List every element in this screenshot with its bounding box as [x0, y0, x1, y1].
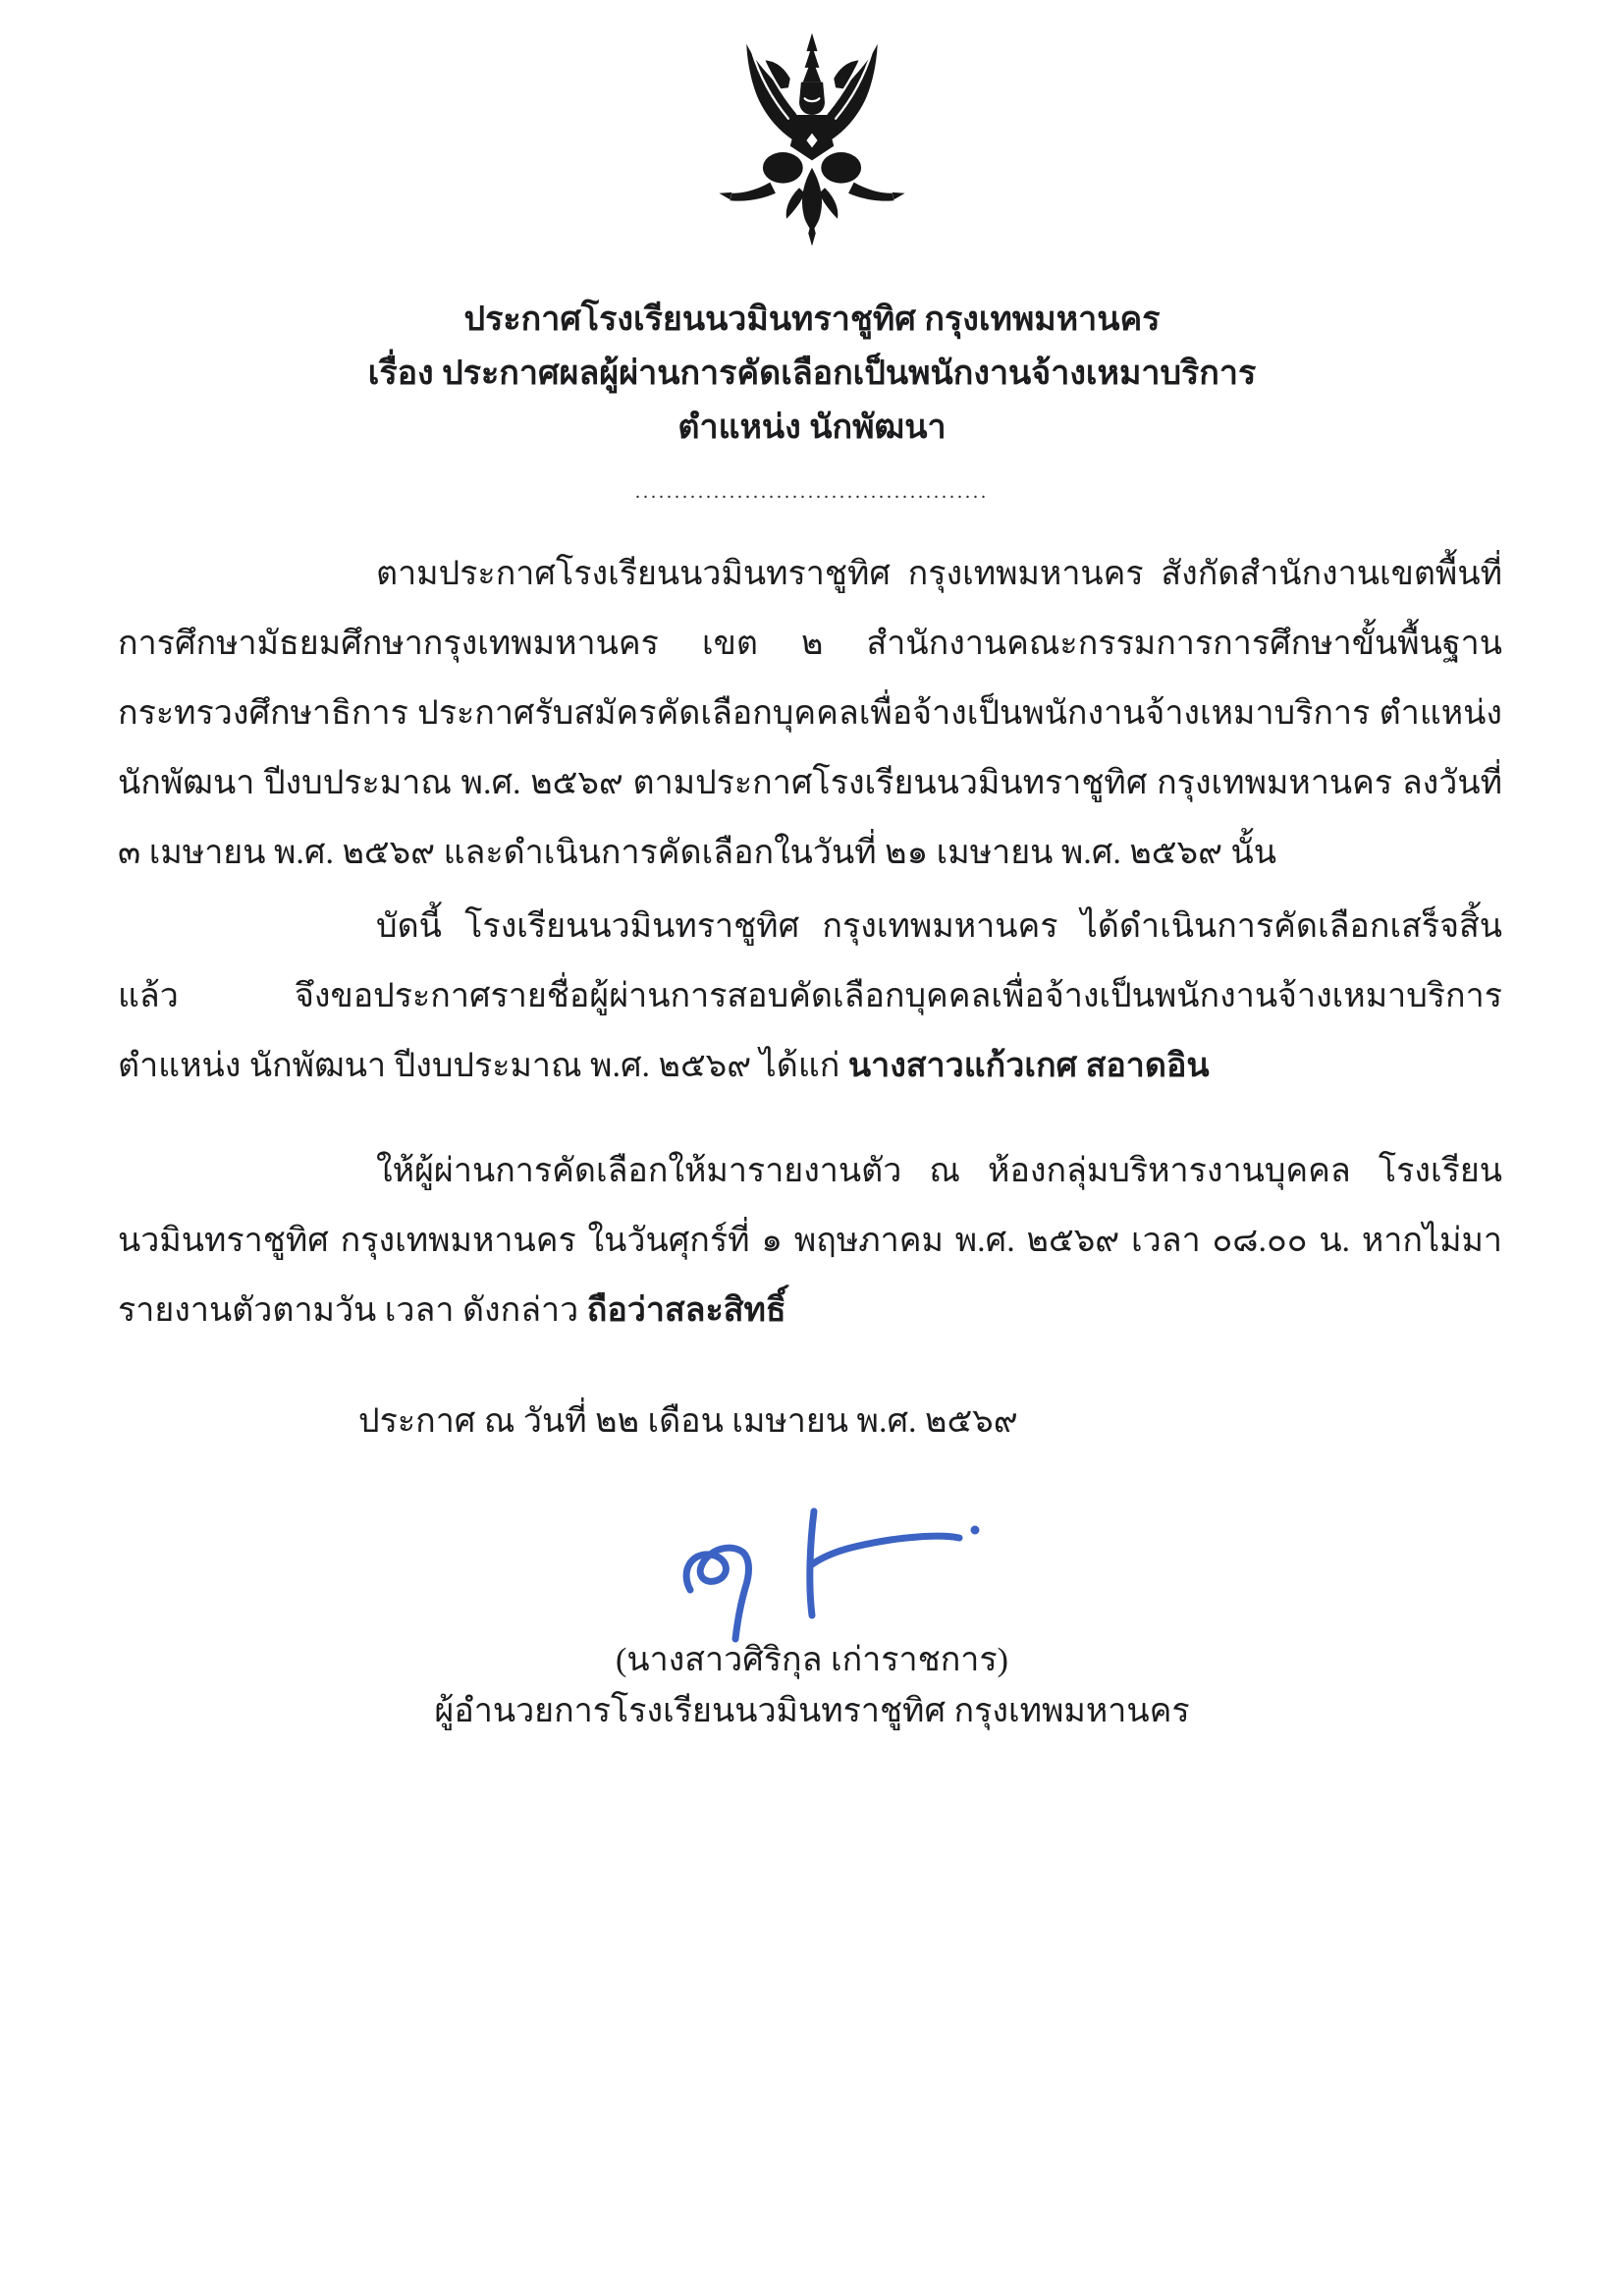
announcement-position: ตำแหน่ง นักพัฒนา — [677, 410, 947, 446]
paragraph-report-lead: ให้ผู้ผ่านการคัดเลือกให้มารายงานตัว ณ ห้องกลุ่มบริหารงานบุคคล โรงเรียนนวมินทราชูทิศ กรุงเทพมหานคร ในวันศุกร์ที่ ๑ พฤษภาคม พ.ศ. ๒๕๖๙ เวลา ๐๘.๐๐ น. หากไม่มารายงานตัวตามวัน เวลา ดังกล่าว — [118, 1153, 1502, 1329]
paragraph-result — [118, 892, 1502, 1101]
selected-candidate-name: นางสาวแก้วเกศ สอาดอิน — [847, 1048, 1210, 1084]
signer-title: ผู้อำนวยการโรงเรียนนวมินทราชูทิศ กรุงเทพมหานคร — [434, 1693, 1190, 1729]
paragraph-result-lead: บัดนี้ โรงเรียนนวมินทราชูทิศ กรุงเทพมหานคร ได้ดำเนินการคัดเลือกเสร็จสิ้นแล้ว จึงขอประกาศรายชื่อผู้ผ่านการสอบคัดเลือกบุคคลเพื่อจ้างเป็นพนักงานจ้างเหมาบริการ ตำแหน่ง นักพัฒนา ปีงบประมาณ พ.ศ. ๒๕๖๙ ได้แก่ — [118, 908, 1502, 1084]
paragraph-background: ตามประกาศโรงเรียนนวมินทราชูทิศ กรุงเทพมหานคร สังกัดสำนักงานเขตพื้นที่การศึกษามัธยมศึกษากรุงเทพมหานคร เขต ๒ สำนักงานคณะกรรมการการศึกษาขั้นพื้นฐาน กระทรวงศึกษาธิการ ประกาศรับสมัครคัดเลือกบุคคลเพื่อจ้างเป็นพนักงานจ้างเหมาบริการ ตำแหน่งนักพัฒนา ปีงบประมาณ พ.ศ. ๒๕๖๙ ตามประกาศโรงเรียนนวมินทราชูทิศ กรุงเทพมหานคร ลงวันที่ ๓ เมษายน พ.ศ. ๒๕๖๙ และดำเนินการคัดเลือกในวันที่ ๒๑ เมษายน พ.ศ. ๒๕๖๙ นั้น — [118, 556, 1502, 871]
signature-block — [0, 1502, 1624, 1737]
forfeit-clause: ถือว่าสละสิทธิ์ — [586, 1292, 786, 1329]
announcement-body — [118, 539, 1502, 1345]
signature-icon — [667, 1502, 1001, 1649]
announcement-title: ประกาศโรงเรียนนวมินทราชูทิศ กรุงเทพมหานคร — [463, 301, 1161, 338]
paragraph-report-instruction — [118, 1136, 1502, 1345]
garuda-emblem-icon — [712, 29, 912, 251]
dotted-divider: ............................................. — [635, 481, 989, 503]
announcement-heading — [0, 293, 1624, 455]
announcement-subject: เรื่อง ประกาศผลผู้ผ่านการคัดเลือกเป็นพนักงานจ้างเหมาบริการ — [367, 355, 1257, 392]
announcement-date: ประกาศ ณ วันที่ ๒๒ เดือน เมษายน พ.ศ. ๒๕๖๙ — [358, 1403, 1018, 1440]
signer-name: (นางสาวศิริกุล เก่าราชการ) — [616, 1642, 1008, 1678]
